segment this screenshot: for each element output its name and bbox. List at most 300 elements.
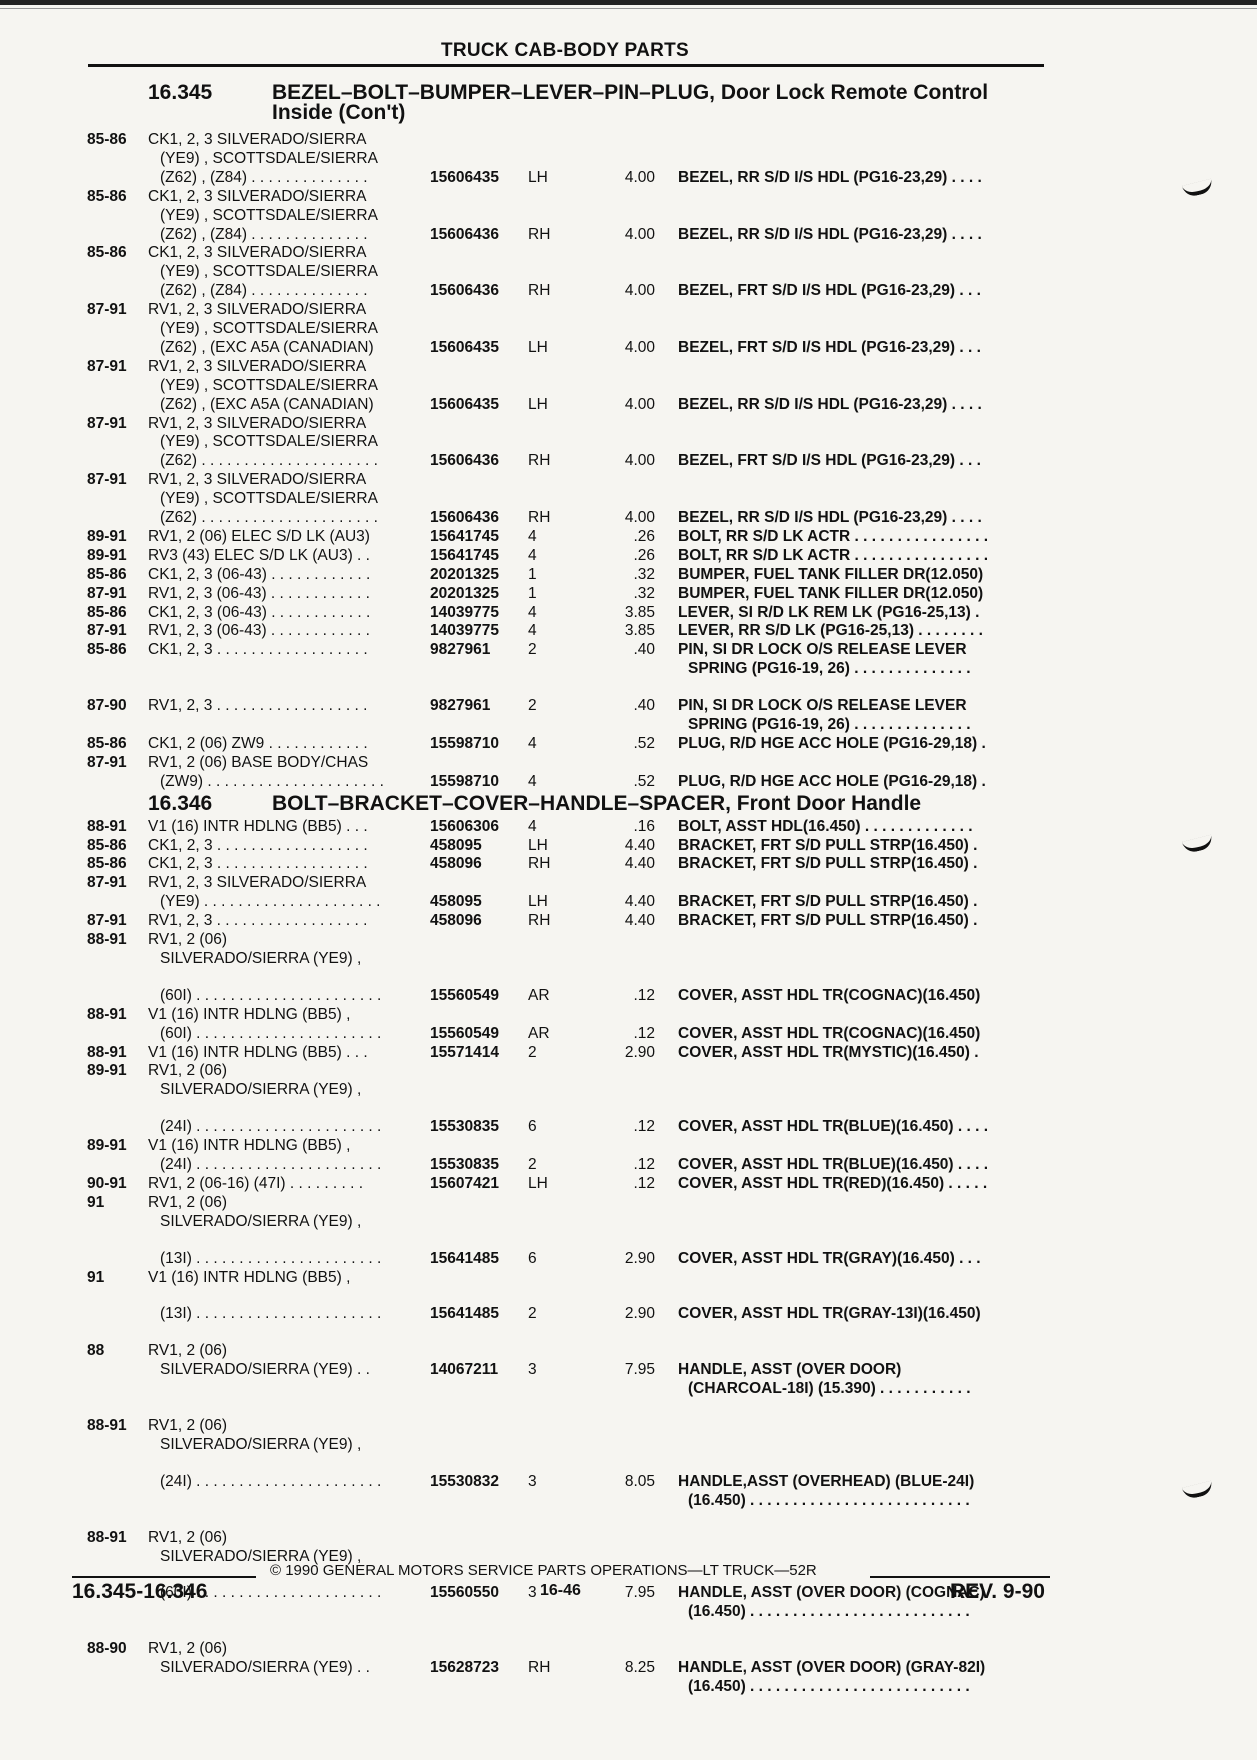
application: CK1, 2, 3 SILVERADO/SIERRA	[148, 187, 367, 205]
part-number: 15606436	[430, 282, 499, 300]
part-row	[0, 659, 1257, 678]
application: RV1, 2, 3 SILVERADO/SIERRA	[148, 874, 367, 892]
quantity: LH	[528, 338, 548, 356]
quantity: AR	[528, 986, 550, 1004]
price: .52	[633, 734, 655, 752]
quantity: 4	[528, 603, 537, 621]
part-row	[0, 130, 1257, 149]
quantity: 4	[528, 527, 537, 545]
application: V1 (16) INTR HDLNG (BB5) ,	[148, 1005, 351, 1023]
part-row	[0, 206, 1257, 225]
quantity: 6	[528, 1249, 537, 1267]
application: RV1, 2 (06)	[148, 1062, 227, 1080]
model-years: 87-91	[87, 912, 127, 930]
price: .12	[633, 1118, 655, 1136]
model-years: 85-86	[87, 565, 127, 583]
application: RV1, 2, 3 (06-43) . . . . . . . . . . . .	[148, 622, 370, 640]
part-row	[0, 225, 1257, 244]
part-row	[0, 451, 1257, 470]
part-row	[0, 546, 1257, 565]
price: 2.90	[624, 1043, 655, 1061]
application: RV1, 2 (06)	[148, 931, 227, 948]
part-number: 15606435	[430, 168, 499, 186]
part-row	[0, 986, 1257, 1005]
application: RV1, 2, 3 SILVERADO/SIERRA	[148, 414, 367, 432]
application: (YE9) . . . . . . . . . . . . . . . . . . . . .	[160, 893, 381, 911]
quantity: LH	[528, 168, 548, 186]
application: RV1, 2, 3 (06-43) . . . . . . . . . . . .	[148, 584, 370, 602]
price: .12	[633, 1024, 655, 1042]
top-border	[0, 0, 1257, 5]
part-row	[0, 1174, 1257, 1193]
price: 4.40	[624, 855, 655, 873]
section-number: 16.345	[148, 81, 213, 104]
quantity: 2	[528, 1305, 537, 1323]
price: 4.40	[624, 893, 655, 911]
quantity: LH	[528, 836, 548, 854]
model-years: 88-91	[87, 1528, 127, 1546]
application: (Z62) , (Z84) . . . . . . . . . . . . . .	[160, 225, 368, 243]
part-row	[0, 1677, 1257, 1696]
price: 8.05	[624, 1472, 655, 1490]
application: RV1, 2, 3 SILVERADO/SIERRA	[148, 301, 367, 319]
part-name: BOLT, RR S/D LK ACTR . . . . . . . . . . . . . . . .	[678, 546, 989, 564]
part-row	[0, 1416, 1257, 1435]
application: RV1, 2, 3 SILVERADO/SIERRA	[148, 357, 367, 375]
part-number: 15606436	[430, 225, 499, 243]
part-row	[0, 930, 1257, 949]
part-number: 15560549	[430, 986, 499, 1004]
part-number: 15641485	[430, 1305, 499, 1323]
part-row	[0, 262, 1257, 281]
application: CK1, 2, 3 (06-43) . . . . . . . . . . . .	[148, 603, 371, 621]
application: CK1, 2, 3 . . . . . . . . . . . . . . . . . .	[148, 836, 368, 854]
price: .12	[633, 986, 655, 1004]
part-row	[0, 603, 1257, 622]
application: (60I) . . . . . . . . . . . . . . . . . . . . . .	[160, 1584, 382, 1602]
application: SILVERADO/SIERRA (YE9) ,	[160, 1212, 362, 1230]
part-number: 15560550	[430, 1584, 499, 1602]
part-name: HANDLE, ASST (OVER DOOR)	[678, 1361, 902, 1379]
quantity: RH	[528, 452, 551, 470]
part-row	[0, 640, 1257, 659]
part-number: 15606436	[430, 452, 499, 470]
application: RV1, 2 (06)	[148, 1342, 227, 1360]
price: 2.90	[624, 1249, 655, 1267]
application: SILVERADO/SIERRA (YE9) ,	[160, 1547, 362, 1565]
application: SILVERADO/SIERRA (YE9) ,	[160, 1081, 362, 1099]
model-years: 87-91	[87, 414, 127, 432]
application: (Z62) , (EXC A5A (CANADIAN)	[160, 338, 374, 356]
part-row	[0, 168, 1257, 187]
part-row	[0, 527, 1257, 546]
price: 4.00	[624, 509, 655, 526]
part-number: 9827961	[430, 697, 491, 715]
price: 7.95	[624, 1361, 655, 1379]
application: (Z62) . . . . . . . . . . . . . . . . . . . . .	[160, 509, 378, 526]
title-rule	[88, 64, 1044, 67]
application: V1 (16) INTR HDLNG (BB5) . . .	[148, 1043, 368, 1061]
model-years: 89-91	[87, 546, 127, 564]
price: 4.00	[624, 225, 655, 243]
part-number: 15598710	[430, 734, 499, 752]
part-name: LEVER, RR S/D LK (PG16-25,13) . . . . . . . .	[678, 622, 983, 640]
part-name: PIN, SI DR LOCK O/S RELEASE LEVER	[678, 641, 967, 659]
price: .26	[633, 546, 655, 564]
part-row	[0, 1491, 1257, 1510]
part-row	[0, 734, 1257, 753]
part-name: BUMPER, FUEL TANK FILLER DR(12.050)	[678, 565, 984, 583]
top-border-thin	[0, 8, 1257, 9]
part-number: 15530835	[430, 1118, 499, 1136]
part-row	[0, 338, 1257, 357]
model-years: 89-91	[87, 1062, 127, 1080]
part-row	[0, 949, 1257, 968]
model-years: 87-90	[87, 697, 127, 715]
part-name: BEZEL, RR S/D I/S HDL (PG16-23,29) . . . .	[678, 225, 982, 243]
application: CK1, 2, 3 SILVERADO/SIERRA	[148, 131, 367, 148]
footer-copyright: © 1990 GENERAL MOTORS SERVICE PARTS OPERATIONS—LT TRUCK—52R	[270, 1562, 817, 1579]
application: (YE9) , SCOTTSDALE/SIERRA	[160, 433, 378, 451]
part-row	[0, 1602, 1257, 1621]
application: CK1, 2 (06) ZW9 . . . . . . . . . . . .	[148, 734, 368, 752]
price: 4.00	[624, 282, 655, 300]
part-name: HANDLE, ASST (OVER DOOR) (GRAY-82I)	[678, 1659, 986, 1677]
quantity: 4	[528, 772, 537, 790]
application: (60I) . . . . . . . . . . . . . . . . . . . . . .	[160, 986, 382, 1004]
application: RV1, 2 (06-16) (47I) . . . . . . . . .	[148, 1174, 364, 1192]
price: 4.00	[624, 395, 655, 413]
model-years: 85-86	[87, 603, 127, 621]
application: (24I) . . . . . . . . . . . . . . . . . . . . . .	[160, 1156, 382, 1173]
model-years: 85-86	[87, 641, 127, 659]
part-number: 15606306	[430, 817, 499, 835]
price: .32	[633, 584, 655, 602]
part-number: 14039775	[430, 603, 499, 621]
part-row	[0, 1528, 1257, 1547]
price: 2.90	[624, 1305, 655, 1323]
part-row	[0, 1639, 1257, 1658]
price: 3.85	[624, 603, 655, 621]
application: (24I) . . . . . . . . . . . . . . . . . . . . . .	[160, 1472, 382, 1490]
quantity: AR	[528, 1024, 550, 1042]
model-years: 87-91	[87, 357, 127, 375]
part-row	[0, 1360, 1257, 1379]
footer-rule-left	[72, 1576, 256, 1578]
part-number: 458095	[430, 893, 482, 911]
part-number: 15641745	[430, 546, 499, 564]
model-years: 88-91	[87, 931, 127, 948]
part-name: PIN, SI DR LOCK O/S RELEASE LEVER	[678, 697, 967, 715]
part-row	[0, 1212, 1257, 1231]
model-years: 90-91	[87, 1174, 127, 1192]
part-name: BRACKET, FRT S/D PULL STRP(16.450) .	[678, 893, 978, 911]
footer-rule-right	[870, 1576, 1050, 1578]
part-row	[0, 1435, 1257, 1454]
part-name: BEZEL, RR S/D I/S HDL (PG16-23,29) . . . .	[678, 168, 982, 186]
part-row	[0, 149, 1257, 168]
part-row	[0, 621, 1257, 640]
quantity: 4	[528, 546, 537, 564]
section-title: BOLT–BRACKET–COVER–HANDLE–SPACER, Front Door Handle	[272, 791, 922, 815]
part-row	[0, 1472, 1257, 1491]
part-name: PLUG, R/D HGE ACC HOLE (PG16-29,18) .	[678, 772, 986, 790]
model-years: 91	[87, 1193, 105, 1211]
part-row	[0, 319, 1257, 338]
part-row	[0, 432, 1257, 451]
price: .40	[633, 641, 655, 659]
part-row	[0, 1249, 1257, 1268]
part-name-cont: (16.450) . . . . . . . . . . . . . . . . . . . . . . . . . .	[688, 1678, 970, 1695]
part-name: COVER, ASST HDL TR(COGNAC)(16.450)	[678, 986, 981, 1004]
part-name: BEZEL, RR S/D I/S HDL (PG16-23,29) . . . .	[678, 395, 982, 413]
price: .12	[633, 1156, 655, 1173]
part-row	[0, 1043, 1257, 1062]
part-name: BRACKET, FRT S/D PULL STRP(16.450) .	[678, 836, 978, 854]
quantity: 2	[528, 1156, 537, 1173]
application: SILVERADO/SIERRA (YE9) ,	[160, 949, 362, 967]
quantity: 1	[528, 584, 537, 602]
application: SILVERADO/SIERRA (YE9) ,	[160, 1435, 362, 1453]
price: .40	[633, 697, 655, 715]
application: (60I) . . . . . . . . . . . . . . . . . . . . . .	[160, 1024, 382, 1042]
part-row	[0, 1155, 1257, 1174]
model-years: 85-86	[87, 187, 127, 205]
part-row	[0, 854, 1257, 873]
part-name: BEZEL, FRT S/D I/S HDL (PG16-23,29) . . .	[678, 452, 981, 470]
model-years: 87-91	[87, 753, 127, 771]
part-row	[0, 1061, 1257, 1080]
part-row	[0, 1117, 1257, 1136]
application: (Z62) , (EXC A5A (CANADIAN)	[160, 395, 374, 413]
part-row	[0, 300, 1257, 319]
price: 3.85	[624, 622, 655, 640]
part-row	[0, 243, 1257, 262]
price: 4.40	[624, 836, 655, 854]
part-row	[0, 1341, 1257, 1360]
part-name-cont: SPRING (PG16-19, 26) . . . . . . . . . . . . . .	[688, 660, 971, 678]
model-years: 87-91	[87, 874, 127, 892]
part-row	[0, 1005, 1257, 1024]
part-name: COVER, ASST HDL TR(GRAY-13I)(16.450)	[678, 1305, 981, 1323]
part-row	[0, 1304, 1257, 1323]
part-row	[0, 376, 1257, 395]
part-row	[0, 395, 1257, 414]
part-name: BEZEL, RR S/D I/S HDL (PG16-23,29) . . . .	[678, 509, 982, 526]
part-number: 15571414	[430, 1043, 499, 1061]
part-row	[0, 1136, 1257, 1155]
part-row	[0, 584, 1257, 603]
part-number: 15607421	[430, 1174, 499, 1192]
part-row	[0, 489, 1257, 508]
model-years: 87-91	[87, 471, 127, 489]
application: CK1, 2, 3 SILVERADO/SIERRA	[148, 244, 367, 262]
price: .26	[633, 527, 655, 545]
part-row	[0, 817, 1257, 836]
part-row	[0, 414, 1257, 433]
part-number: 15641745	[430, 527, 499, 545]
part-number: 15606436	[430, 509, 499, 526]
price: 8.25	[624, 1659, 655, 1677]
model-years: 88-91	[87, 1417, 127, 1434]
model-years: 89-91	[87, 1137, 127, 1155]
application: (YE9) , SCOTTSDALE/SIERRA	[160, 320, 378, 337]
application: (YE9) , SCOTTSDALE/SIERRA	[160, 376, 378, 394]
part-name: BRACKET, FRT S/D PULL STRP(16.450) .	[678, 912, 978, 930]
model-years: 88-91	[87, 1043, 127, 1061]
quantity: 3	[528, 1361, 537, 1379]
part-number: 15560549	[430, 1024, 499, 1042]
quantity: 2	[528, 641, 537, 659]
quantity: RH	[528, 855, 551, 873]
quantity: RH	[528, 509, 551, 526]
part-number: 15628723	[430, 1659, 499, 1677]
application: V1 (16) INTR HDLNG (BB5) . . .	[148, 817, 368, 835]
model-years: 85-86	[87, 734, 127, 752]
quantity: RH	[528, 912, 551, 930]
application: RV1, 2 (06)	[148, 1528, 227, 1546]
model-years: 88	[87, 1342, 105, 1360]
section-title: BEZEL–BOLT–BUMPER–LEVER–PIN–PLUG, Door Lock Remote Control	[272, 81, 989, 104]
application: (YE9) , SCOTTSDALE/SIERRA	[160, 490, 378, 508]
model-years: 87-91	[87, 301, 127, 319]
quantity: 4	[528, 817, 537, 835]
application: (Z62) , (Z84) . . . . . . . . . . . . . .	[160, 282, 368, 300]
quantity: 6	[528, 1118, 537, 1136]
quantity: RH	[528, 1659, 551, 1677]
part-number: 458096	[430, 855, 482, 873]
application: CK1, 2, 3 . . . . . . . . . . . . . . . . . .	[148, 855, 368, 873]
part-name: BUMPER, FUEL TANK FILLER DR(12.050)	[678, 584, 984, 602]
page-title: TRUCK CAB-BODY PARTS	[440, 40, 690, 61]
part-name-cont: (16.450) . . . . . . . . . . . . . . . . . . . . . . . . . .	[688, 1603, 970, 1621]
part-row	[0, 1268, 1257, 1287]
application: SILVERADO/SIERRA (YE9) . .	[160, 1361, 370, 1379]
application: (YE9) , SCOTTSDALE/SIERRA	[160, 263, 378, 281]
application: (ZW9) . . . . . . . . . . . . . . . . . . . . .	[160, 772, 384, 790]
part-name: BEZEL, FRT S/D I/S HDL (PG16-23,29) . . .	[678, 338, 981, 356]
part-name: HANDLE,ASST (OVERHEAD) (BLUE-24I)	[678, 1472, 975, 1490]
part-name: BOLT, RR S/D LK ACTR . . . . . . . . . . . . . . . .	[678, 527, 989, 545]
part-number: 9827961	[430, 641, 491, 659]
application: SILVERADO/SIERRA (YE9) . .	[160, 1659, 370, 1677]
application: RV1, 2, 3 . . . . . . . . . . . . . . . . . .	[148, 697, 368, 715]
application: (YE9) , SCOTTSDALE/SIERRA	[160, 149, 378, 167]
quantity: LH	[528, 893, 548, 911]
application: (Z62) , (Z84) . . . . . . . . . . . . . .	[160, 168, 368, 186]
footer-section-range: 16.345-16.346	[72, 1580, 208, 1603]
quantity: LH	[528, 1174, 548, 1192]
quantity: 3	[528, 1584, 537, 1602]
part-row	[0, 508, 1257, 527]
quantity: 4	[528, 622, 537, 640]
model-years: 85-86	[87, 836, 127, 854]
application: V1 (16) INTR HDLNG (BB5) ,	[148, 1137, 351, 1155]
part-name: COVER, ASST HDL TR(COGNAC)(16.450)	[678, 1024, 981, 1042]
application: RV1, 2 (06)	[148, 1193, 227, 1211]
part-number: 20201325	[430, 584, 499, 602]
application: CK1, 2, 3 (06-43) . . . . . . . . . . . .	[148, 565, 371, 583]
part-number: 15606435	[430, 338, 499, 356]
part-row	[0, 565, 1257, 584]
price: .16	[633, 817, 655, 835]
model-years: 88-91	[87, 1005, 127, 1023]
part-name: BEZEL, FRT S/D I/S HDL (PG16-23,29) . . .	[678, 282, 981, 300]
quantity: 1	[528, 565, 537, 583]
part-row	[0, 836, 1257, 855]
part-number: 458095	[430, 836, 482, 854]
part-number: 14067211	[430, 1361, 499, 1379]
part-number: 458096	[430, 912, 482, 930]
part-name-cont: (16.450) . . . . . . . . . . . . . . . . . . . . . . . . . .	[688, 1491, 970, 1509]
part-number: 15641485	[430, 1249, 499, 1267]
part-row	[0, 1193, 1257, 1212]
model-years: 88-91	[87, 817, 127, 835]
part-name: BOLT, ASST HDL(16.450) . . . . . . . . . . . . .	[678, 817, 973, 835]
part-row	[0, 873, 1257, 892]
quantity: RH	[528, 225, 551, 243]
part-name: PLUG, R/D HGE ACC HOLE (PG16-29,18) .	[678, 734, 986, 752]
quantity: 2	[528, 697, 537, 715]
model-years: 85-86	[87, 244, 127, 262]
model-years: 85-86	[87, 855, 127, 873]
quantity: 3	[528, 1472, 537, 1490]
application: CK1, 2, 3 . . . . . . . . . . . . . . . . . .	[148, 641, 368, 659]
part-name: HANDLE, ASST (OVER DOOR) (COGNAC)	[678, 1584, 985, 1602]
part-number: 15598710	[430, 772, 499, 790]
part-row	[0, 470, 1257, 489]
model-years: 85-86	[87, 131, 127, 148]
model-years: 88-90	[87, 1640, 127, 1658]
application: RV1, 2 (06) BASE BODY/CHAS	[148, 753, 369, 771]
price: 4.40	[624, 912, 655, 930]
part-name: COVER, ASST HDL TR(BLUE)(16.450) . . . .	[678, 1156, 989, 1173]
part-name-cont: SPRING (PG16-19, 26) . . . . . . . . . . . . . .	[688, 716, 971, 733]
model-years: 87-91	[87, 584, 127, 602]
model-years: 89-91	[87, 527, 127, 545]
part-name: BRACKET, FRT S/D PULL STRP(16.450) .	[678, 855, 978, 873]
part-name: COVER, ASST HDL TR(RED)(16.450) . . . . .	[678, 1174, 988, 1192]
application: RV1, 2 (06)	[148, 1417, 227, 1434]
price: 7.95	[624, 1584, 655, 1602]
model-years: 87-91	[87, 622, 127, 640]
part-name: COVER, ASST HDL TR(MYSTIC)(16.450) .	[678, 1043, 979, 1061]
part-name: COVER, ASST HDL TR(BLUE)(16.450) . . . .	[678, 1118, 989, 1136]
section-number: 16.346	[148, 791, 213, 815]
part-row	[0, 911, 1257, 930]
part-row	[0, 1379, 1257, 1398]
price: 4.00	[624, 168, 655, 186]
part-row	[0, 1080, 1257, 1099]
application: (13I) . . . . . . . . . . . . . . . . . . . . . .	[160, 1305, 382, 1323]
application: RV1, 2 (06) ELEC S/D LK (AU3)	[148, 527, 370, 545]
quantity: 2	[528, 1043, 537, 1061]
part-name-cont: (CHARCOAL-18I) (15.390) . . . . . . . . . . .	[688, 1380, 971, 1398]
part-name: LEVER, SI R/D LK REM LK (PG16-25,13) .	[678, 603, 980, 621]
part-row	[0, 696, 1257, 715]
part-number: 15606435	[430, 395, 499, 413]
application: V1 (16) INTR HDLNG (BB5) ,	[148, 1268, 351, 1286]
application: (Z62) . . . . . . . . . . . . . . . . . . . . .	[160, 452, 378, 470]
footer-revision: REV. 9-90	[950, 1580, 1045, 1603]
part-number: 14039775	[430, 622, 499, 640]
application: RV3 (43) ELEC S/D LK (AU3) . .	[148, 546, 370, 564]
application: RV1, 2, 3 . . . . . . . . . . . . . . . . . .	[148, 912, 368, 930]
quantity: RH	[528, 282, 551, 300]
part-row	[0, 715, 1257, 734]
part-number: 15530832	[430, 1472, 499, 1490]
application: (24I) . . . . . . . . . . . . . . . . . . . . . .	[160, 1118, 382, 1136]
